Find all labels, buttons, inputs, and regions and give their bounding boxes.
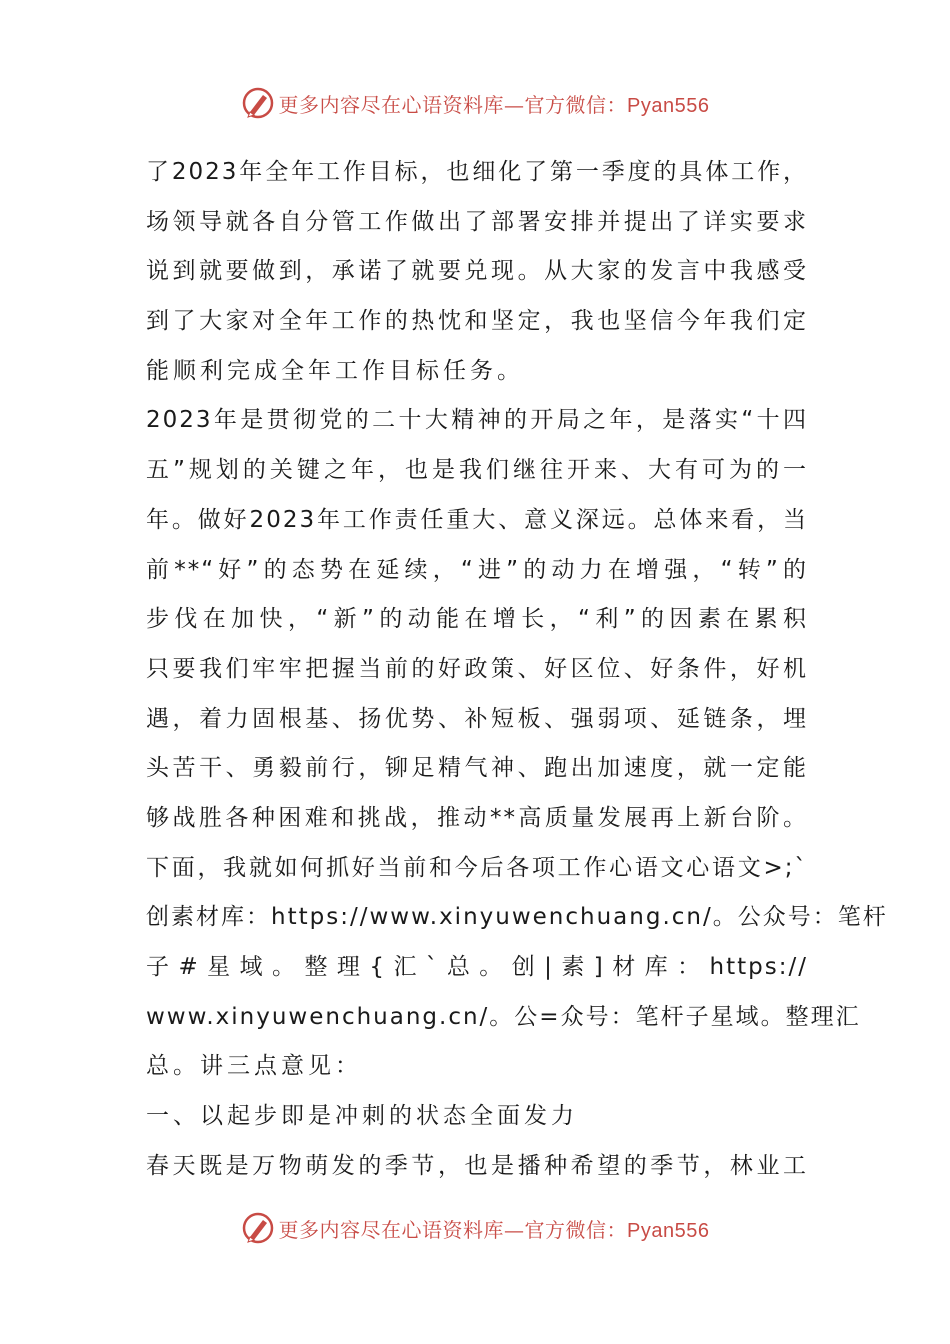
text-line: 了2023年全年工作目标，也细化了第一季度的具体工作， <box>146 159 808 185</box>
text-line: www.xinyuwenchuang.cn/。公=众号：笔杆子星域。整理汇 <box>146 1003 861 1030</box>
text-line: 五”规划的关键之年，也是我们继往开来、大有可为的一 <box>146 457 808 484</box>
text-line: 头苦干、勇毅前行，铆足精气神、跑出加速度，就一定能 <box>146 755 808 782</box>
text-line: 说到就要做到，承诺了就要兑现。从大家的发言中我感受 <box>146 258 808 285</box>
header-banner <box>0 83 950 123</box>
text-line: 遇，着力固根基、扬优势、补短板、强弱项、延链条，埋 <box>146 705 808 732</box>
pen-logo-icon <box>241 1211 275 1245</box>
text-line: 春天既是万物萌发的季节，也是播种希望的季节，林业工 <box>146 1152 808 1179</box>
banner-account: Pyan556 <box>627 94 710 117</box>
text-line: 创素材库：https://www.xinyuwenchuang.cn/。公众号：笔杆 <box>146 904 888 931</box>
text-line: 场领导就各自分管工作做出了部署安排并提出了详实要求 <box>146 208 808 235</box>
text-line: 2023年是贯彻党的二十大精神的开局之年，是落实“十四 <box>146 407 808 434</box>
banner-text: 更多内容尽在心语资料库—官方微信：Pyan556 <box>278 1217 710 1242</box>
text-line: 年。做好2023年工作责任重大、意义深远。总体来看，当 <box>146 506 808 533</box>
footer-banner <box>0 1208 950 1248</box>
section-heading: 一、以起步即是冲刺的状态全面发力 <box>146 1103 578 1130</box>
text-line: 前**“好”的态势在延续，“进”的动力在增强，“转”的 <box>146 556 808 583</box>
text-line: 总。讲三点意见： <box>146 1053 362 1080</box>
text-line: 能顺利完成全年工作目标任务。 <box>146 357 524 384</box>
document-body <box>146 148 888 1191</box>
pen-logo-icon <box>241 86 275 120</box>
text-line: 够战胜各种困难和挑战，推动**高质量发展再上新台阶。 <box>146 804 808 831</box>
text-line: 子#星域。整理{汇`总。创|素]材库：https:// <box>146 954 808 980</box>
text-line: 步伐在加快，“新”的动能在增长，“利”的因素在累积 <box>146 606 808 633</box>
banner-account: Pyan556 <box>627 1219 710 1242</box>
text-line: 到了大家对全年工作的热忱和坚定，我也坚信今年我们定 <box>146 308 808 335</box>
text-line: 只要我们牢牢把握当前的好政策、好区位、好条件，好机 <box>146 655 808 682</box>
banner-text: 更多内容尽在心语资料库—官方微信：Pyan556 <box>278 92 710 117</box>
text-line: 下面，我就如何抓好当前和今后各项工作心语文心语文>;` <box>146 854 808 881</box>
